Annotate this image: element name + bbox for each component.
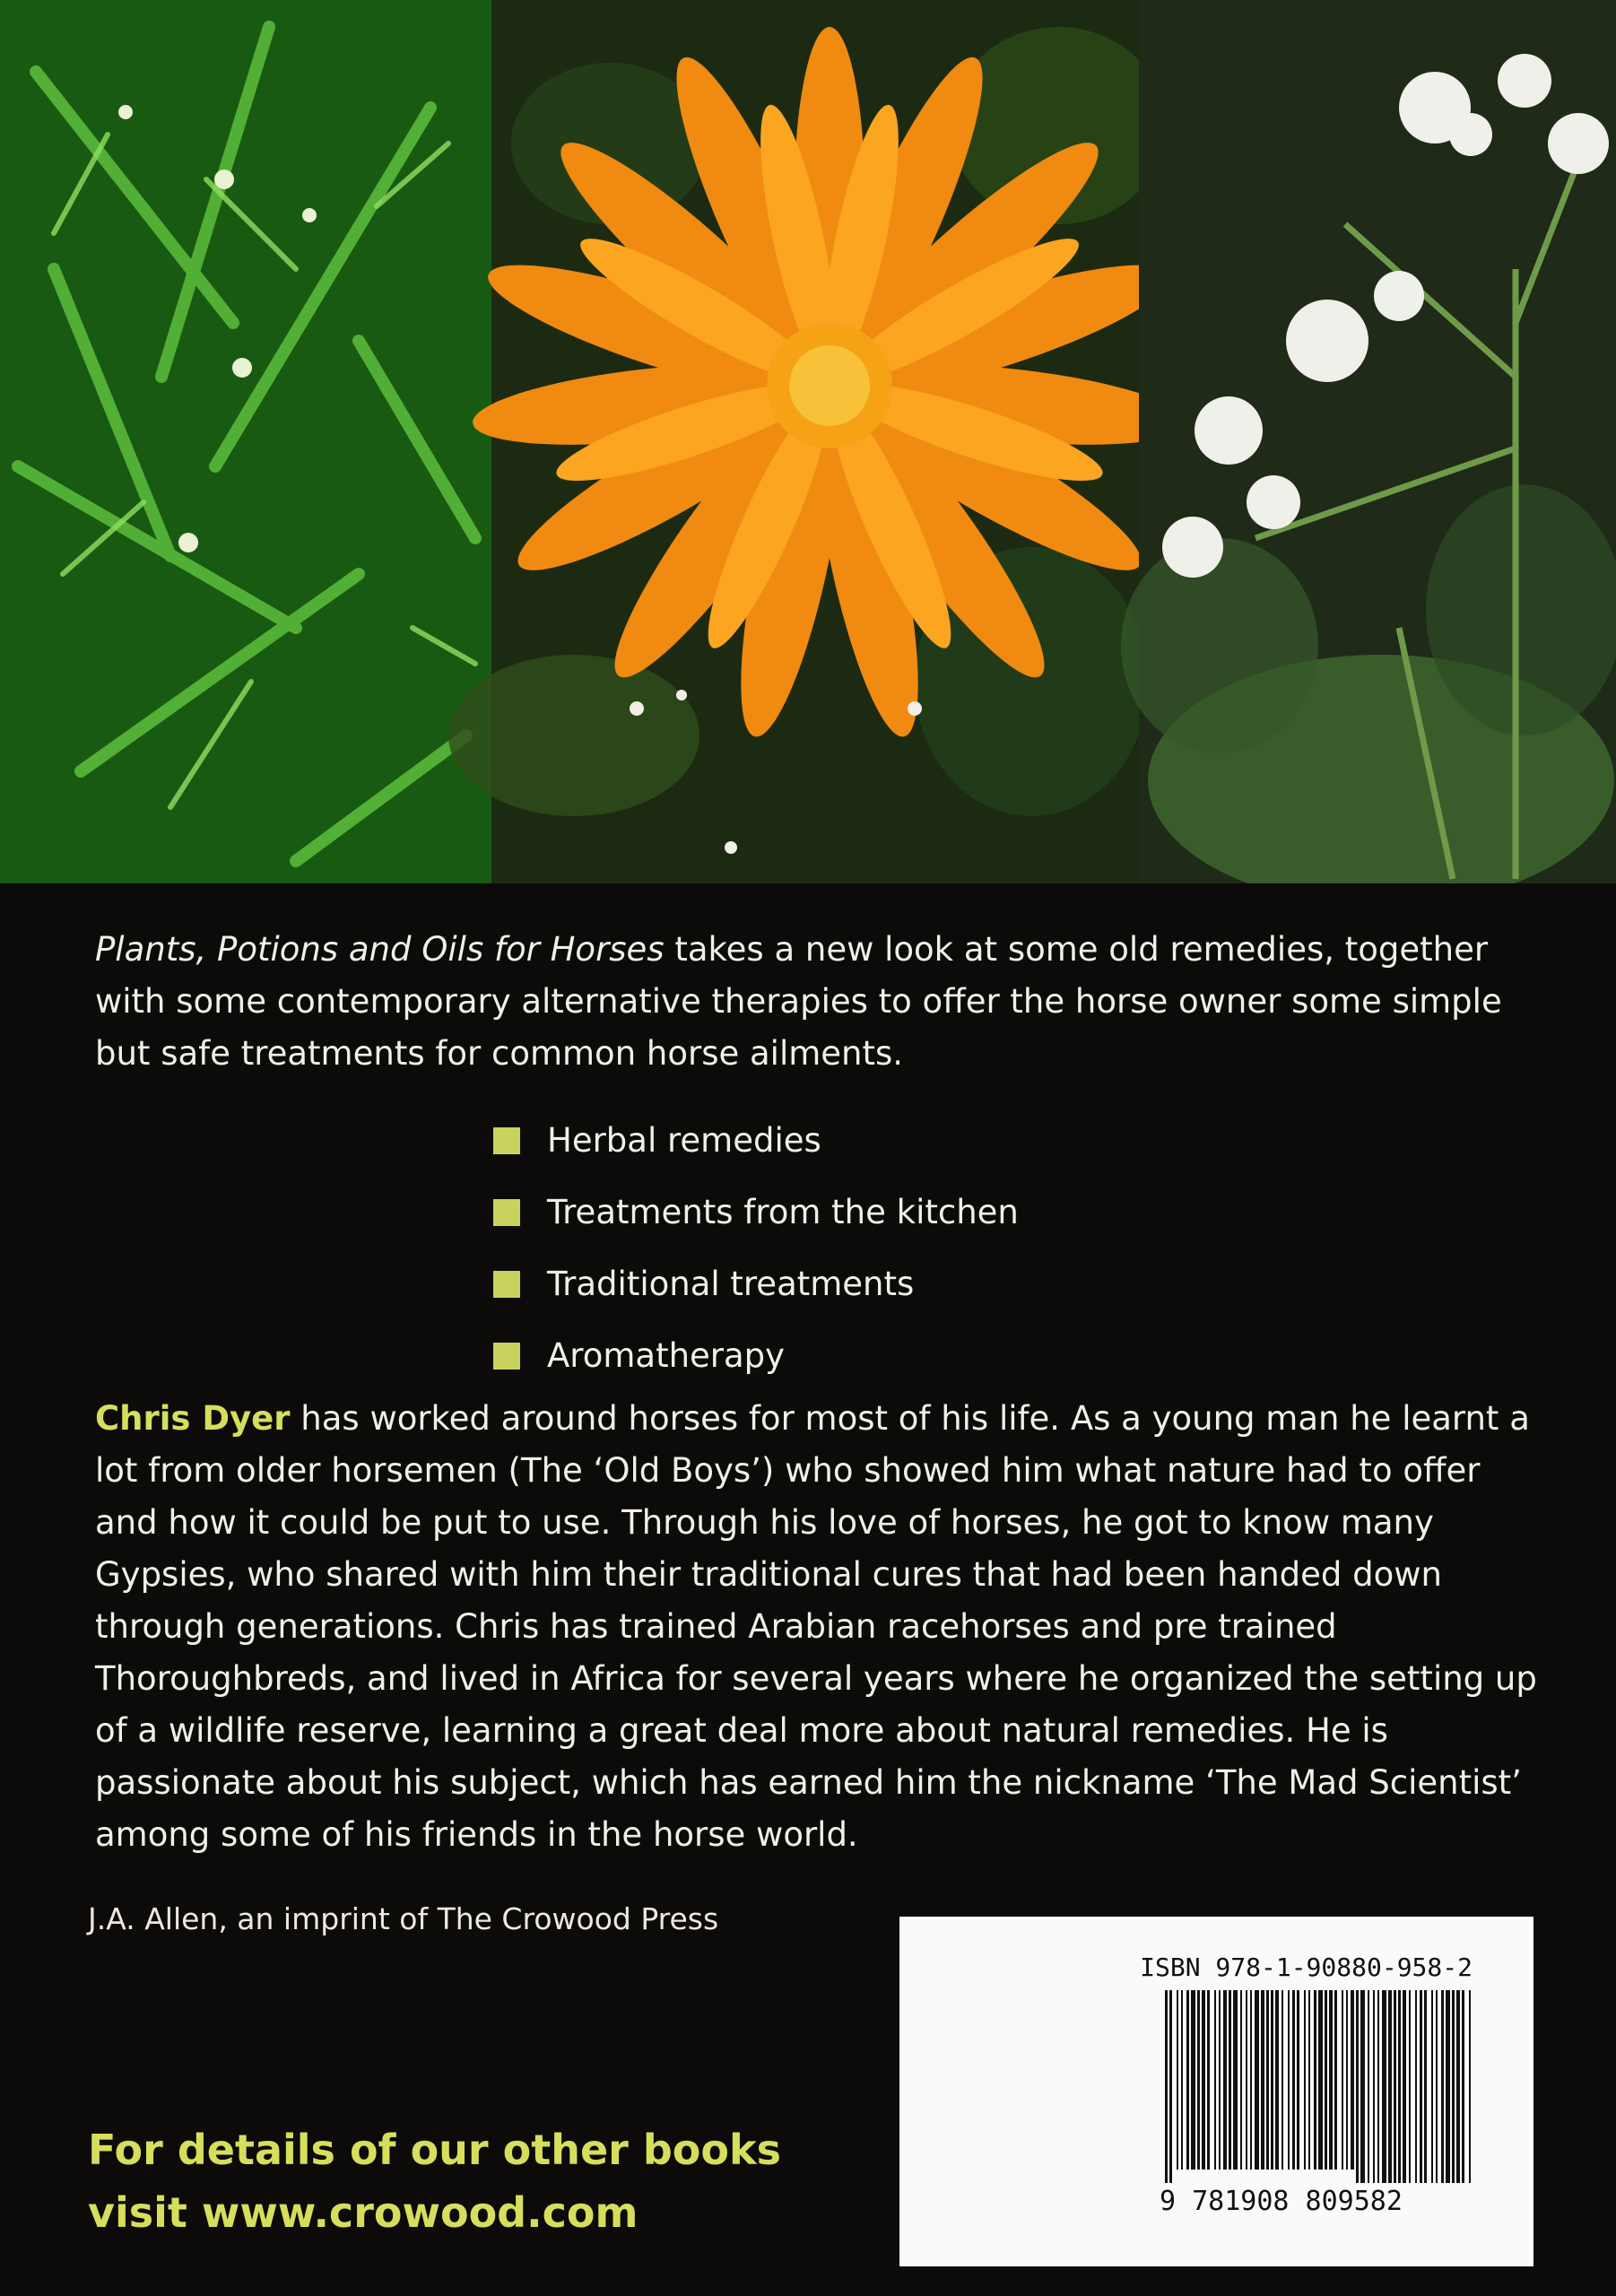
barcode-panel [899,1917,1533,2266]
description-text: takes a new look at some old remedies, together with some contemporary alternative therapies to offer the horse owner some simple but safe treatments for common horse ailments. [95,930,1502,1073]
square-bullet-icon [493,1199,520,1226]
topic-label: Herbal remedies [547,1121,821,1160]
isbn-label: ISBN 978-1-90880-958-2 [1140,1952,1473,1982]
photo-cleavers [0,0,491,883]
author-name: Chris Dyer [95,1399,291,1438]
bio-text: has worked around horses for most of his life. As a young man he learnt a lot from older horsemen (The ‘Old Boys’) who showed him what nature had to offer and how it could be put to use. Through his love of horses, he got to know many Gypsies, who shared with him their traditional cures that had been handed down through generations. Chris has trained Arabian racehorses and pre trained Thoroughbreds, and lived in Africa for several years where he organized the setting up of a wildlife reserve, learning a great deal more about natural remedies. He is passionate about his subject, which has earned him the nickname ‘The Mad Scientist’ among some of his friends in the horse world. [95,1399,1537,1854]
promo-text [88,2118,781,2244]
photo-cow-parsley [1121,0,1616,883]
square-bullet-icon [493,1271,520,1298]
plant-photos [0,0,1616,883]
topic-label: Traditional treatments [547,1265,915,1303]
barcode-icon [1160,1990,1482,2183]
promo-line-2: visit www.crowood.com [88,2188,639,2237]
promo-line-1: For details of our other books [88,2126,781,2174]
topic-label: Treatments from the kitchen [547,1193,1019,1231]
book-description [95,924,1530,1080]
topic-item [493,1105,1019,1177]
topic-list [493,1105,1019,1392]
topic-item [493,1177,1019,1248]
author-bio [95,1393,1539,1861]
topic-label: Aromatherapy [547,1336,786,1375]
square-bullet-icon [493,1343,520,1370]
barcode-digits: 9 781908 809582 [1160,2186,1403,2217]
topic-item [493,1320,1019,1392]
book-title: Plants, Potions and Oils for Horses [95,930,665,969]
photo-calendula [448,0,1190,883]
square-bullet-icon [493,1127,520,1154]
cover-photo-strip [0,0,1616,883]
publisher-imprint: J.A. Allen, an imprint of The Crowood Press [88,1901,719,1936]
topic-item [493,1248,1019,1320]
